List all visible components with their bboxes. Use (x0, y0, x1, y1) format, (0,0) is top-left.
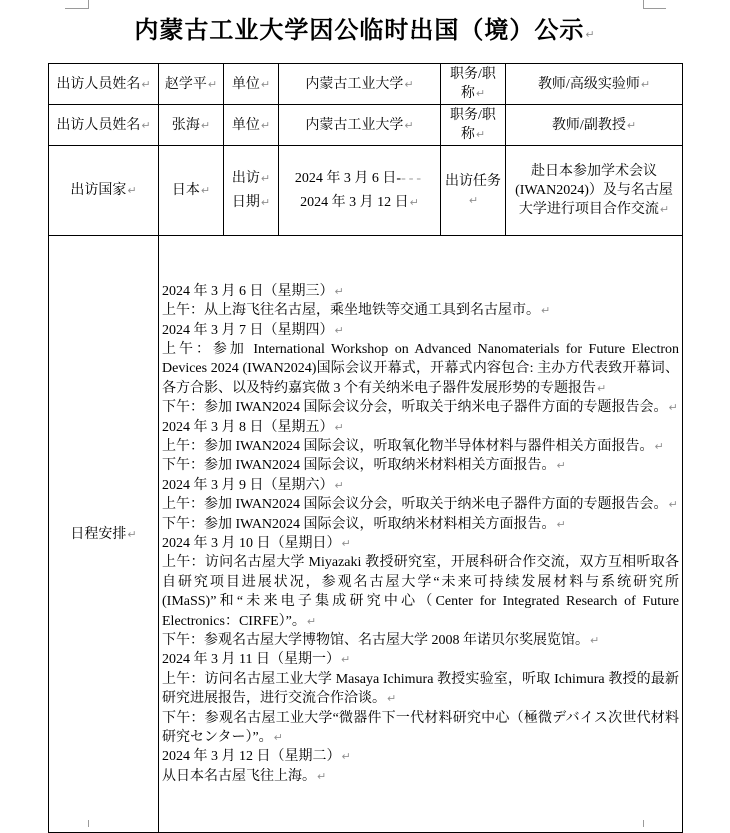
trip-country: 日本↵ (159, 146, 224, 236)
paragraph-mark-icon: ↵ (541, 304, 551, 318)
paragraph-mark-icon: ↵ (341, 750, 351, 764)
schedule-paragraph: 2024 年 3 月 8 日（星期五）↵ (162, 419, 344, 435)
schedule-paragraph: 上午：参加 International Workshop on Advanced Nanomaterials for Future Electron Devices 2024 (IWAN2024)国际会议开幕式，开幕式内容包合: 主办方代表致开幕词、各方合影、以及特约嘉宾做 3 个有关纳米电子器件发展形势的专题报告↵ (162, 341, 679, 396)
schedule-paragraph: 下午：参加 IWAN2024 国际会议分会，听取关于纳米电子器件方面的专题报告会。↵ (162, 400, 678, 416)
paragraph-mark-icon: ↵ (127, 527, 137, 541)
person1-post: 教师/高级实验师↵ (506, 64, 683, 105)
paragraph-mark-icon: ↵ (341, 537, 351, 550)
paragraph-mark-icon: ↵ (654, 439, 664, 453)
schedule-paragraph: 上午：从上海飞往名古屋，乘坐地铁等交通工具到名古屋市。↵ (162, 303, 551, 319)
paragraph-mark-icon: ↵ (340, 653, 351, 667)
schedule-paragraph: 2024 年 3 月 9 日（星期六）↵ (162, 477, 344, 493)
paragraph-mark-icon: ↵ (334, 284, 344, 298)
paragraph-mark-icon: ↵ (317, 769, 327, 783)
notice-table (48, 63, 683, 833)
paragraph-mark-icon: ↵ (207, 77, 218, 91)
paragraph-mark-icon: ↵ (334, 323, 344, 337)
person1-unit: 内蒙古工业大学↵ (279, 64, 441, 105)
schedule-paragraph: 下午：参观名古屋大学博物馆、名古屋大学 2008 年诺贝尔奖展览馆。↵ (162, 633, 600, 649)
trip-date-from: 2024 年 3 月 6 日---- (294, 170, 425, 186)
trip-task-label: 出访任务↵ (441, 146, 506, 236)
person1-name-label: 出访人员姓名↵ (49, 64, 159, 105)
person1-unit-label: 单位↵ (224, 64, 279, 105)
person1-post-label: 职务/职称↵ (441, 64, 506, 105)
schedule-paragraph: 2024 年 3 月 7 日（星期四）↵ (162, 322, 344, 338)
paragraph-mark-icon: ↵ (475, 128, 486, 141)
schedule-content (159, 236, 683, 833)
page-title (0, 14, 730, 52)
paragraph-mark-icon: ↵ (306, 614, 317, 628)
trip-date-label (224, 146, 279, 236)
paragraph-mark-icon: ↵ (556, 517, 566, 531)
paragraph-mark-icon: ↵ (556, 459, 566, 473)
page-title-text: 内蒙古工业大学因公临时出国（境）公示 (134, 18, 585, 44)
person-row-1 (49, 64, 683, 105)
paragraph-mark-icon: ↵ (659, 203, 670, 216)
paragraph-mark-icon: ↵ (200, 184, 211, 197)
schedule-paragraph: 2024 年 3 月 10 日（星期日）↵ (162, 536, 351, 551)
schedule-paragraph: 从日本名古屋飞往上海。↵ (162, 768, 327, 784)
paragraph-mark-icon: ↵ (640, 77, 651, 91)
schedule-label: 日程安排↵ (49, 236, 159, 833)
trip-date-label-line2: 日期↵ (231, 194, 271, 210)
paragraph-mark-icon: ↵ (404, 77, 414, 91)
schedule-paragraph: 上午：访问名古屋大学 Miyazaki 教授研究室，开展科研合作交流，双方互相听取各自研究项目进展状况，参观名古屋大学“未来可持续发展材料与系统研究所(IMaSS)”和“未来电子集成研究中心（Center for Integrated Research of Future Electronics：CIRFE）”。↵ (162, 555, 679, 629)
person1-name: 赵学平↵ (159, 64, 224, 105)
trip-dates (279, 146, 441, 236)
paragraph-mark-icon: ↵ (668, 498, 678, 512)
paragraph-mark-icon: ↵ (585, 28, 596, 41)
trip-task: 赴日本参加学术会议(IWAN2024)）及与名古屋大学进行项目合作交流↵ (506, 146, 683, 236)
paragraph-mark-icon: ↵ (260, 195, 271, 209)
schedule-paragraph: 下午：参观名古屋工业大学“微器件下一代材料研究中心（極微デバイス次世代材料研究センター）”。↵ (162, 710, 679, 746)
trip-row (49, 146, 683, 236)
paragraph-mark-icon: ↵ (127, 184, 137, 197)
person2-name-label: 出访人员姓名↵ (49, 105, 159, 146)
page-margin-mark-top-right (643, 0, 666, 9)
paragraph-mark-icon: ↵ (590, 634, 600, 648)
paragraph-mark-icon: ↵ (273, 731, 283, 745)
person-row-2 (49, 105, 683, 146)
trip-date-to: 2024 年 3 月 12 日↵ (300, 194, 419, 210)
paragraph-mark-icon: ↵ (334, 420, 344, 434)
person2-post-label: 职务/职称↵ (441, 105, 506, 146)
page-margin-mark-top-left (65, 0, 89, 9)
schedule-paragraph: 上午：参加 IWAN2024 国际会议分会，听取关于纳米电子器件方面的专题报告会。↵ (162, 497, 678, 513)
schedule-paragraph: 下午：参加 IWAN2024 国际会议，听取纳米材料相关方面报告。↵ (162, 516, 566, 532)
paragraph-mark-icon: ↵ (334, 478, 344, 492)
paragraph-mark-icon: ↵ (200, 118, 211, 132)
person2-name: 张海↵ (159, 105, 224, 146)
trip-country-label: 出访国家↵ (49, 146, 159, 236)
paragraph-mark-icon: ↵ (668, 401, 678, 415)
schedule-paragraph: 上午：访问名古屋工业大学 Masaya Ichimura 教授实验室，听取 Ichimura 教授的最新研究进展报告，进行交流合作洽谈。↵ (162, 671, 679, 707)
schedule-paragraph: 2024 年 3 月 6 日（星期三）↵ (162, 283, 344, 299)
paragraph-mark-icon: ↵ (260, 118, 271, 132)
paragraph-mark-icon: ↵ (597, 381, 607, 395)
paragraph-mark-icon: ↵ (141, 118, 151, 132)
paragraph-mark-icon: ↵ (260, 77, 271, 91)
paragraph-mark-icon: ↵ (409, 195, 419, 209)
trip-date-label-line1: 出访↵ (231, 170, 271, 186)
date-trail-dashes: --- (401, 170, 425, 186)
paragraph-mark-icon: ↵ (475, 87, 486, 100)
person2-unit: 内蒙古工业大学↵ (279, 105, 441, 146)
paragraph-mark-icon: ↵ (468, 193, 479, 207)
paragraph-mark-icon: ↵ (404, 118, 414, 132)
paragraph-mark-icon: ↵ (626, 118, 637, 132)
schedule-paragraph: 上午：参加 IWAN2024 国际会议，听取氧化物半导体材料与器件相关方面报告。↵ (162, 438, 664, 454)
schedule-paragraph: 2024 年 3 月 12 日（星期二）↵ (162, 749, 351, 765)
person2-post: 教师/副教授↵ (506, 105, 683, 146)
schedule-paragraph: 下午：参加 IWAN2024 国际会议，听取纳米材料相关方面报告。↵ (162, 458, 566, 474)
person2-unit-label: 单位↵ (224, 105, 279, 146)
paragraph-mark-icon: ↵ (260, 171, 271, 185)
paragraph-mark-icon: ↵ (387, 692, 397, 706)
schedule-paragraph: 2024 年 3 月 11 日（星期一）↵ (162, 652, 351, 668)
paragraph-mark-icon: ↵ (141, 77, 151, 91)
schedule-row (49, 236, 683, 833)
